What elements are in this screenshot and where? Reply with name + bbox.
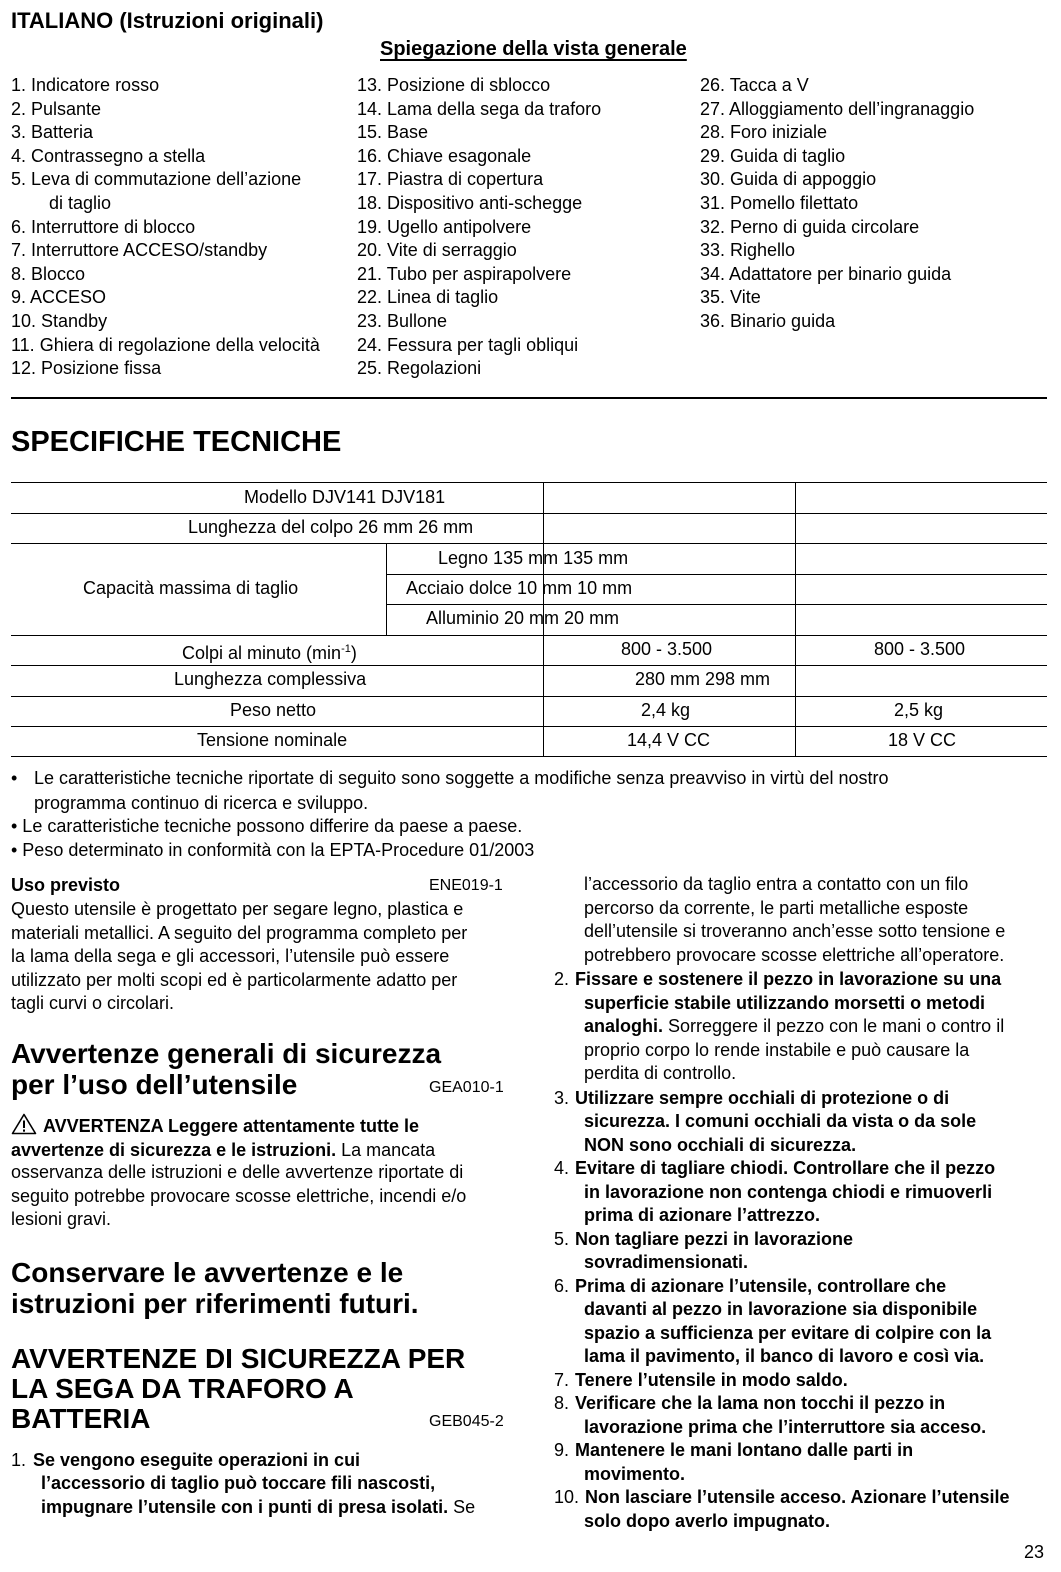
item-2-line-1: Fissare e sostenere il pezzo in lavorazione su una — [575, 969, 1002, 989]
overview-item: 9. ACCESO — [11, 287, 107, 308]
general-warnings-code: GEA010-1 — [429, 1079, 504, 1096]
note-2: • Le caratteristiche tecniche possono differire da paese a paese. — [11, 816, 523, 836]
item-2-number: 2. — [554, 969, 570, 989]
overview-item: 15. Base — [357, 122, 429, 143]
spec-length-label: Lunghezza complessiva — [174, 669, 367, 689]
warning-text: osservanza delle istruzioni e delle avvertenze riportate di seguito potrebbe provocare scosse elettriche, incendi e/o lesioni gravi. — [11, 1162, 467, 1229]
item-10-number: 10. — [554, 1487, 580, 1507]
overview-item: 31. Pomello filettato — [700, 192, 859, 213]
overview-column-2 — [357, 75, 601, 382]
intended-use-text: Questo utensile è progettato per segare legno, plastica e materiali metallici. A seguito del programma completo per la lama della sega e gli accessori, l’utensile può essere utilizzato per molti scopi ed è particolarmente adatto per tagli curvi o circolari. — [11, 899, 468, 1013]
table-line — [795, 482, 796, 756]
item-4-line-2: in lavorazione non contenga chiodi e rimuoverli — [584, 1182, 993, 1202]
jigsaw-safety-code: GEB045-2 — [429, 1413, 504, 1430]
section-divider — [11, 397, 1047, 399]
overview-item: 17. Piastra di copertura — [357, 169, 544, 190]
item-6-number: 6. — [554, 1276, 570, 1296]
overview-item: 20. Vite di serraggio — [357, 240, 517, 261]
spec-spm-label: Colpi al minuto $(\min^{-1})$ — [182, 643, 357, 663]
overview-item: 19. Ugello antipolvere — [357, 216, 532, 237]
table-line — [11, 665, 1047, 666]
spec-weight-value-1: 2,4 kg — [641, 700, 691, 720]
warning-line-1: AVVERTENZA Leggere attentamente tutte le — [11, 1113, 419, 1142]
item-4-number: 4. — [554, 1158, 570, 1178]
general-warnings-title-1: Avvertenze generali di sicurezza — [11, 1038, 442, 1069]
overview-item: 3. Batteria — [11, 122, 94, 143]
language-title: ITALIANO (Istruzioni originali) — [11, 8, 324, 33]
overview-item: 11. Ghiera di regolazione della velocità — [11, 334, 320, 355]
note-3: • Peso determinato in conformità con la EPTA-Procedure 01/2003 — [11, 840, 535, 860]
item-6-line-1: Prima di azionare l’utensile, controllare che — [575, 1276, 947, 1296]
note-1-line-2: programma continuo di ricerca e sviluppo. — [34, 793, 369, 813]
keep-warnings-title-1: Conservare le avvertenze e le — [11, 1257, 404, 1288]
item-9-line-1: Mantenere le mani lontano dalle parti in — [575, 1440, 914, 1460]
general-warnings-title-2: per l’uso dell’utensile — [11, 1069, 298, 1100]
spec-spm-value-2: 800 - 3.500 — [874, 639, 966, 659]
spec-length-value: 280 mm 298 mm — [635, 669, 771, 689]
overview-item: 18. Dispositivo anti-schegge — [357, 192, 583, 213]
overview-column-3 — [700, 75, 974, 335]
item-2-line-4: proprio corpo lo rende instabile e può causare la — [584, 1040, 970, 1060]
specs-table — [11, 482, 1047, 756]
item-9-line-2: movimento. — [584, 1464, 686, 1484]
warning-triangle-icon — [11, 1113, 37, 1142]
jigsaw-safety-title-2: LA SEGA DA TRAFORO A — [11, 1373, 354, 1404]
item-7-number: 7. — [554, 1370, 570, 1390]
spec-weight-label: Peso netto — [230, 700, 317, 720]
overview-item: 10. Standby — [11, 310, 108, 331]
spec-model: Modello DJV141 DJV181 — [244, 487, 446, 507]
spec-voltage-label: Tensione nominale — [197, 730, 348, 750]
overview-item: 35. Vite — [700, 287, 761, 308]
item-3-line-1: Utilizzare sempre occhiali di protezione o di — [575, 1088, 950, 1108]
item-3-number: 3. — [554, 1088, 570, 1108]
spec-wood: Legno 135 mm 135 mm — [438, 548, 629, 568]
overview-item: 12. Posizione fissa — [11, 358, 162, 379]
spec-spm-value-1: 800 - 3.500 — [621, 639, 713, 659]
overview-item: 30. Guida di appoggio — [700, 169, 877, 190]
overview-item: 8. Blocco — [11, 263, 86, 284]
spec-weight-value-2: 2,5 kg — [894, 700, 944, 720]
overview-item: 23. Bullone — [357, 310, 448, 331]
intended-use-title: Uso previsto — [11, 875, 121, 895]
overview-item-continuation: di taglio — [49, 192, 112, 213]
jigsaw-safety-title-3: BATTERIA — [11, 1403, 151, 1434]
table-line — [386, 543, 387, 635]
item-4-line-3: prima di azionare l’attrezzo. — [584, 1205, 821, 1225]
page-number: 23 — [1024, 1542, 1045, 1562]
item-10-line-1: Non lasciare l’utensile acceso. Azionare l’utensile — [585, 1487, 1010, 1507]
item-3-line-3: NON sono occhiali di sicurezza. — [584, 1135, 857, 1155]
item-6-line-3: spazio a sufficienza per evitare di colpire con la — [584, 1323, 992, 1343]
jigsaw-safety-title-1: AVVERTENZE DI SICUREZZA PER — [11, 1343, 466, 1374]
item-10-line-2: solo dopo averlo impugnato. — [584, 1511, 831, 1531]
overview-item: 21. Tubo per aspirapolvere — [357, 263, 572, 284]
item-6-line-4: lama il pavimento, il banco di lavoro e così via. — [584, 1346, 985, 1366]
item-8-line-2: lavorazione prima che l’interruttore sia acceso. — [584, 1417, 987, 1437]
overview-item: 36. Binario guida — [700, 310, 836, 331]
table-line — [11, 756, 1047, 757]
item-9-number: 9. — [554, 1440, 570, 1460]
overview-item: 29. Guida di taglio — [700, 145, 846, 166]
item-1-line-1: Se vengono eseguite operazioni in cui — [33, 1450, 361, 1470]
warning-line-2: avvertenze di sicurezza e le istruzioni. La mancata — [11, 1140, 436, 1160]
overview-title: Spiegazione della vista generale — [380, 38, 687, 60]
overview-column-1 — [11, 75, 320, 382]
specs-title: SPECIFICHE TECNICHE — [11, 426, 342, 458]
overview-item: 33. Righello — [700, 240, 796, 261]
overview-item: 28. Foro iniziale — [700, 122, 828, 143]
overview-item: 6. Interruttore di blocco — [11, 216, 196, 237]
item-5-number: 5. — [554, 1229, 570, 1249]
overview-item: 13. Posizione di sblocco — [357, 75, 551, 95]
overview-item: 34. Adattatore per binario guida — [700, 263, 952, 284]
item-2-line-5: perdita di controllo. — [584, 1063, 737, 1083]
item-3-line-2: sicurezza. I comuni occhiali da vista o da sole — [584, 1111, 977, 1131]
overview-item: 24. Fessura per tagli obliqui — [357, 334, 579, 355]
note-1-line-1: Le caratteristiche tecniche riportate di seguito sono soggette a modifiche senza preavviso in virtù del nostro — [34, 768, 889, 788]
item-6-line-2: davanti al pezzo in lavorazione sia disponibile — [584, 1299, 978, 1319]
overview-item: 16. Chiave esagonale — [357, 145, 532, 166]
item-1-number: 1. — [11, 1450, 27, 1470]
item-5-line-2: sovradimensionati. — [584, 1252, 749, 1272]
overview-item: 25. Regolazioni — [357, 358, 482, 379]
table-line — [11, 482, 1047, 483]
spec-voltage-value-1: 14,4 V CC — [627, 730, 711, 750]
table-line — [11, 696, 1047, 697]
item-2-line-2: superficie stabile utilizzando morsetti o metodi — [584, 993, 986, 1013]
spec-aluminium: Alluminio 20 mm 20 mm — [426, 608, 620, 628]
item-1-continuation: l’accessorio da taglio entra a contatto con un filo percorso da corrente, le parti metalliche esposte dell’utensile si troveranno anch’esse sotto tensione e potrebbero provocare scosse elettriche all’operatore. — [584, 874, 1006, 965]
overview-item: 4. Contrassegno a stella — [11, 145, 206, 166]
spec-voltage-value-2: 18 V CC — [888, 730, 957, 750]
item-1-line-3: impugnare l’utensile con i punti di presa isolati. Se — [41, 1497, 476, 1517]
spec-capacity-label: Capacità massima di taglio — [83, 578, 299, 598]
overview-item: 1. Indicatore rosso — [11, 75, 160, 95]
keep-warnings-title-2: istruzioni per riferimenti futuri. — [11, 1288, 419, 1319]
spec-stroke: Lunghezza del colpo 26 mm 26 mm — [188, 517, 474, 537]
overview-item: 27. Alloggiamento dell’ingranaggio — [700, 98, 975, 119]
overview-item: 22. Linea di taglio — [357, 287, 499, 308]
overview-item: 14. Lama della sega da traforo — [357, 98, 602, 119]
overview-item: 26. Tacca a V — [700, 75, 809, 95]
item-5-line-1: Non tagliare pezzi in lavorazione — [575, 1229, 854, 1249]
item-7-line-1: Tenere l’utensile in modo saldo. — [575, 1370, 848, 1390]
intended-use-code: ENE019-1 — [429, 877, 503, 894]
item-1-line-2: l’accessorio di taglio può toccare fili nascosti, — [41, 1473, 436, 1493]
note-bullet: • — [11, 768, 18, 788]
item-8-line-1: Verificare che la lama non tocchi il pezzo in — [575, 1393, 946, 1413]
item-4-line-1: Evitare di tagliare chiodi. Controllare che il pezzo — [575, 1158, 996, 1178]
overview-item: 2. Pulsante — [11, 98, 102, 119]
item-2-line-3: analoghi. Sorreggere il pezzo con le mani o contro il — [584, 1016, 1005, 1036]
spec-spm-unit: -1 — [341, 643, 351, 655]
overview-item: 5. Leva di commutazione dell’azione — [11, 169, 302, 190]
table-line — [11, 513, 1047, 514]
item-8-number: 8. — [554, 1393, 570, 1413]
overview-item: 32. Perno di guida circolare — [700, 216, 920, 237]
overview-item: 7. Interruttore ACCESO/standby — [11, 240, 268, 261]
spec-steel: Acciaio dolce 10 mm 10 mm — [406, 578, 633, 598]
